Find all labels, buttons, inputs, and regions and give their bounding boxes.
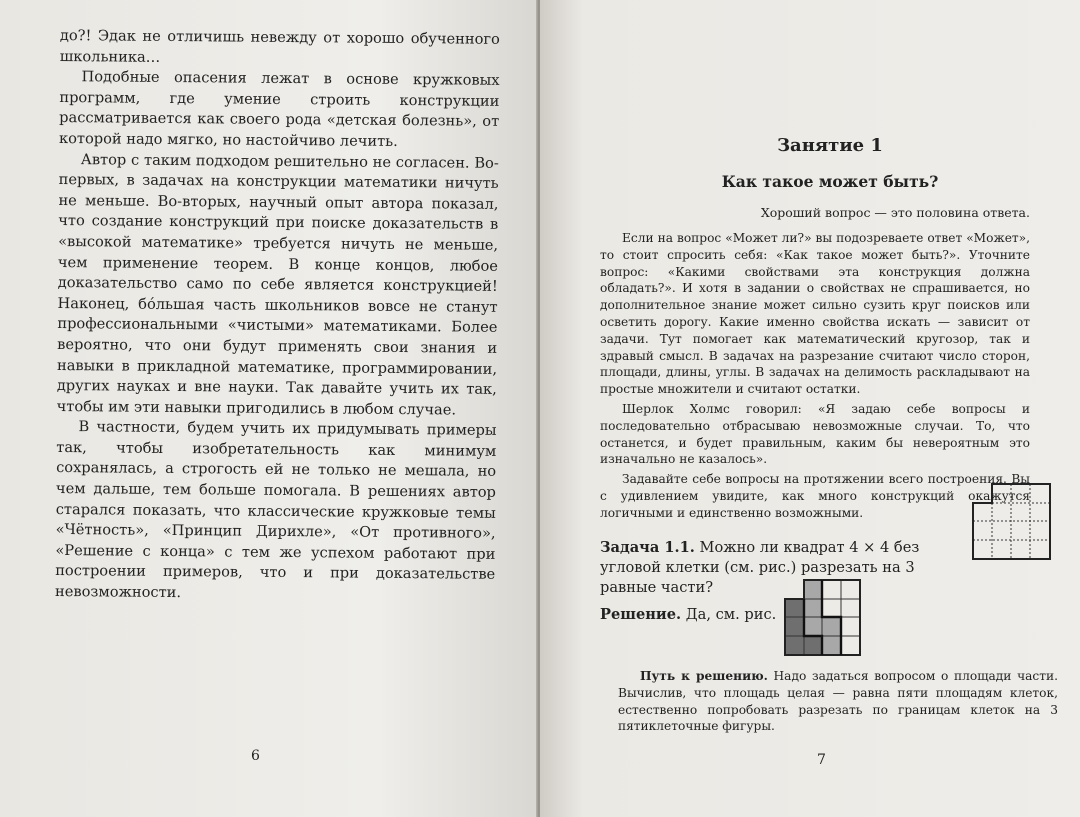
solution-path: [618, 668, 1058, 735]
task-text: Можно ли квадрат 4 × 4 без угловой клетки (см. рис.) разрезать на 3 равные части?: [600, 538, 920, 596]
lesson-intro: [600, 230, 1030, 522]
lesson-title: Занятие 1: [777, 135, 883, 156]
path-label: Путь к решению.: [640, 669, 768, 683]
task-1-1: [600, 538, 945, 598]
intro-paragraph-1: Если на вопрос «Может ли?» вы подозреваете ответ «Может», то стоит спросить себя: «Как такое может быть?». Уточните вопрос: «Какими свойствами эта конструкция должна обладать?». И хотя в задании о свойствах не спрашивается, но дополнительное знание может сильно сузить круг поисков или осветить дорогу. Какие именно свойства искать — зависит от задачи. Тут помогает как математический кругозор, так и здравый смысл. В задачах на разрезание считают число сторон, площади, длины, углы. В задачах на делимость раскладывают на простые множители и считают остатки.: [600, 231, 1030, 397]
task-figure-grid: [972, 483, 1052, 561]
left-paragraph-1: до?! Эдак не отличишь невежду от хорошо обученного школьника…: [59, 26, 500, 66]
solution-text: Да, см. рис.: [685, 605, 777, 623]
left-paragraph-3: Автор с таким подходом решительно не согласен. Во-первых, в задачах на конструкции математики ничуть не меньше. Во-вторых, научный опыт автора показал, что создание конструкций при поиске доказательств в «высокой математике» требуется ничуть не меньше, чем применение теорем. В конце концов, любое доказательство само по себе является конструкцией! Наконец, бóльшая часть школьников вовсе не станут профессиональными «чистыми» математиками. Более вероятно, что они будут применять свои знания и навыки в прикладной математике, программировании, других науках и вне науки. Так давайте учить их так, чтобы им эти навыки пригодились в любом случае.: [56, 150, 499, 419]
path-text: Надо задаться вопросом о площади части. Вычислив, что площадь целая — равна пяти площадям клеток, естественно попробовать разрезать по границам клеток на 3 пятиклеточные фигуры.: [618, 669, 1058, 734]
right-page: [540, 0, 1080, 817]
right-page-column: [600, 135, 1030, 623]
left-page: [0, 0, 538, 817]
solution-figure: [783, 578, 863, 658]
epigraph: Хороший вопрос — это половина ответа.: [760, 205, 1030, 220]
intro-paragraph-2: Шерлок Холмс говорил: «Я задаю себе вопросы и последовательно отбрасываю невозможные случаи. То, что останется, и будет правильным, каким бы невероятным это изначально не казалось».: [600, 401, 1030, 467]
left-page-number: 6: [251, 748, 260, 764]
right-page-number: 7: [817, 752, 826, 768]
left-paragraph-4: В частности, будем учить их придумывать примеры так, чтобы изобретательность как минимум сохранялась, а строгость ей не только не мешала, но чем дальше, тем больше помогала. В решениях автор старался показать, что классические кружковые темы «Чётность», «Принцип Дирихле», «От противного», «Решение с конца» с тем же успехом работают при построении примеров, что и при доказательстве невозможности.: [54, 418, 497, 602]
intro-paragraph-3: Задавайте себе вопросы на протяжении всего построения. Вы с удивлением увидите, как много конструкций окажутся логичными и единственно возможными.: [600, 472, 1030, 520]
left-page-text: [55, 26, 500, 606]
task-label: Задача 1.1.: [600, 538, 695, 556]
lesson-subtitle: Как такое может быть?: [721, 172, 939, 191]
left-paragraph-2: Подобные опасения лежат в основе кружковых программ, где умение строить конструкции рассматривается как своего рода «детская болезнь», от которой надо мягко, но настойчиво лечить.: [58, 68, 500, 150]
solution-label: Решение.: [600, 605, 682, 623]
